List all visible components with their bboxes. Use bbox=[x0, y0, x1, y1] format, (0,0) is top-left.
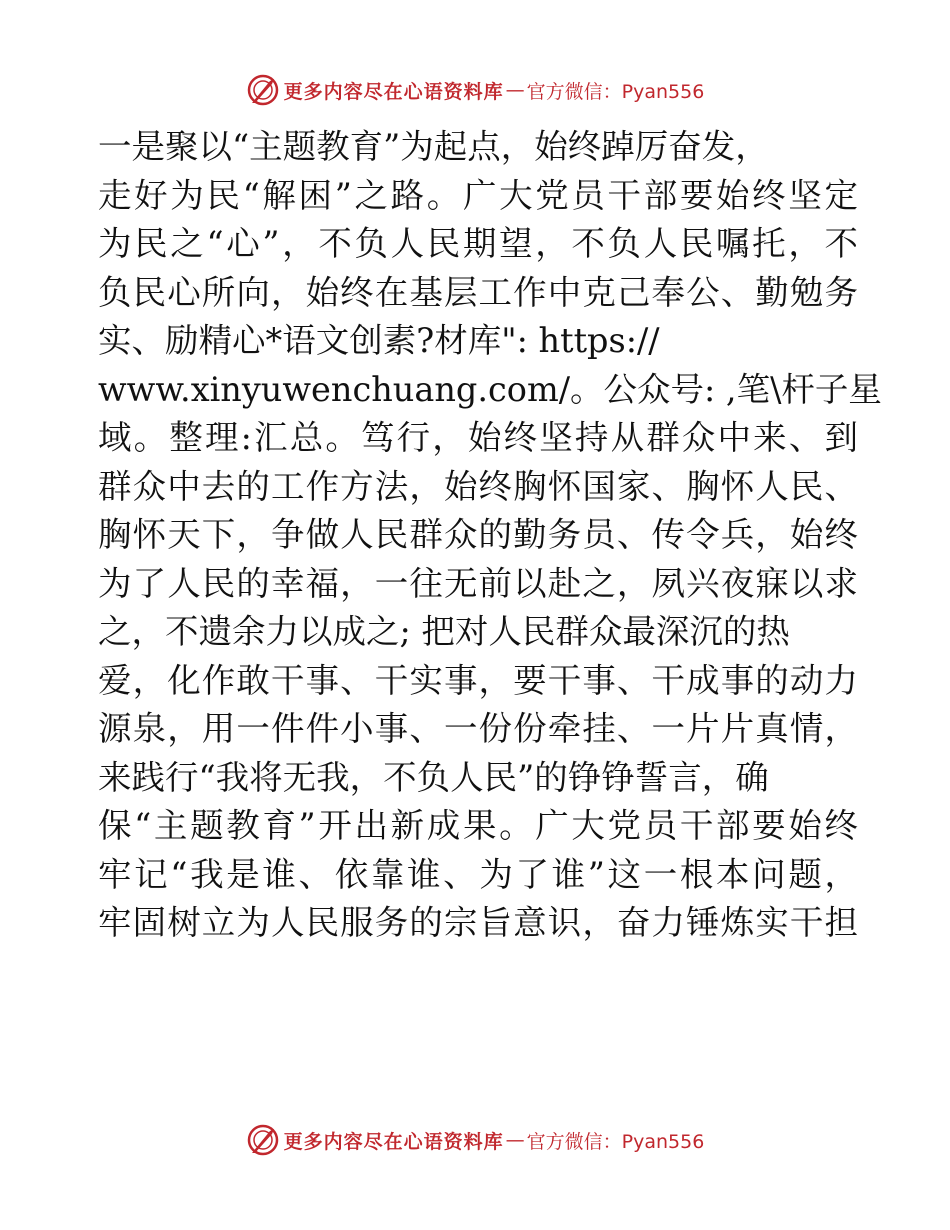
body-line: 牢固树立为人民服务的宗旨意识，奋力锤炼实干担 bbox=[98, 903, 858, 942]
header-promo-text: 更多内容尽在心语资料库 bbox=[283, 80, 504, 103]
body-line: 源泉，用一件件小事、一份份牵挂、一片片真情， bbox=[98, 709, 858, 748]
body-line: 为民之“心”，不负人民期望，不负人民嘱托，不 bbox=[98, 224, 858, 263]
body-line: 牢记“我是谁、依靠谁、为了谁”这一根本问题， bbox=[98, 854, 858, 894]
footer-separator: — bbox=[505, 1129, 525, 1151]
body-line: 之，不遗余力以成之; 把对人民群众最深沉的热 bbox=[98, 612, 790, 651]
body-line: 胸怀天下，争做人民群众的勤务员、传令兵，始终 bbox=[98, 515, 858, 554]
body-line: 爱，化作敢干事、干实事，要干事、干成事的动力 bbox=[98, 660, 858, 700]
body-line: 为了人民的幸福，一往无前以赴之，夙兴夜寐以求 bbox=[98, 563, 858, 603]
quill-logo-icon bbox=[246, 73, 280, 107]
quill-logo-icon bbox=[246, 1123, 280, 1157]
body-line: 一是聚以“主题教育”为起点，始终踔厉奋发， bbox=[98, 127, 769, 166]
body-line: 实、励精心*语文创素?材库": https:// bbox=[98, 321, 660, 360]
body-line: 负民心所向，始终在基层工作中克己奉公、勤勉务 bbox=[98, 272, 858, 312]
footer-wechat-text: 官方微信：Pyan556 bbox=[526, 1130, 705, 1153]
header-banner bbox=[0, 70, 950, 110]
footer-banner bbox=[0, 1120, 950, 1160]
document-body bbox=[98, 123, 882, 948]
body-line: 群众中去的工作方法，始终胸怀国家、胸怀人民、 bbox=[98, 466, 858, 506]
body-line: 保“主题教育”开出新成果。广大党员干部要始终 bbox=[98, 806, 858, 845]
header-separator: — bbox=[505, 79, 525, 101]
body-line: 域。整理:汇总。笃行，始终坚持从群众中来、到 bbox=[98, 418, 858, 457]
header-wechat-text: 官方微信：Pyan556 bbox=[526, 80, 705, 103]
body-line: www.xinyuwenchuang.com/。公众号: ,笔\杆子星 bbox=[98, 369, 882, 409]
footer-promo-text: 更多内容尽在心语资料库 bbox=[283, 1130, 504, 1153]
body-line: 走好为民“解困”之路。广大党员干部要始终坚定 bbox=[98, 175, 858, 215]
body-line: 来践行“我将无我，不负人民”的铮铮誓言，确 bbox=[98, 757, 769, 797]
